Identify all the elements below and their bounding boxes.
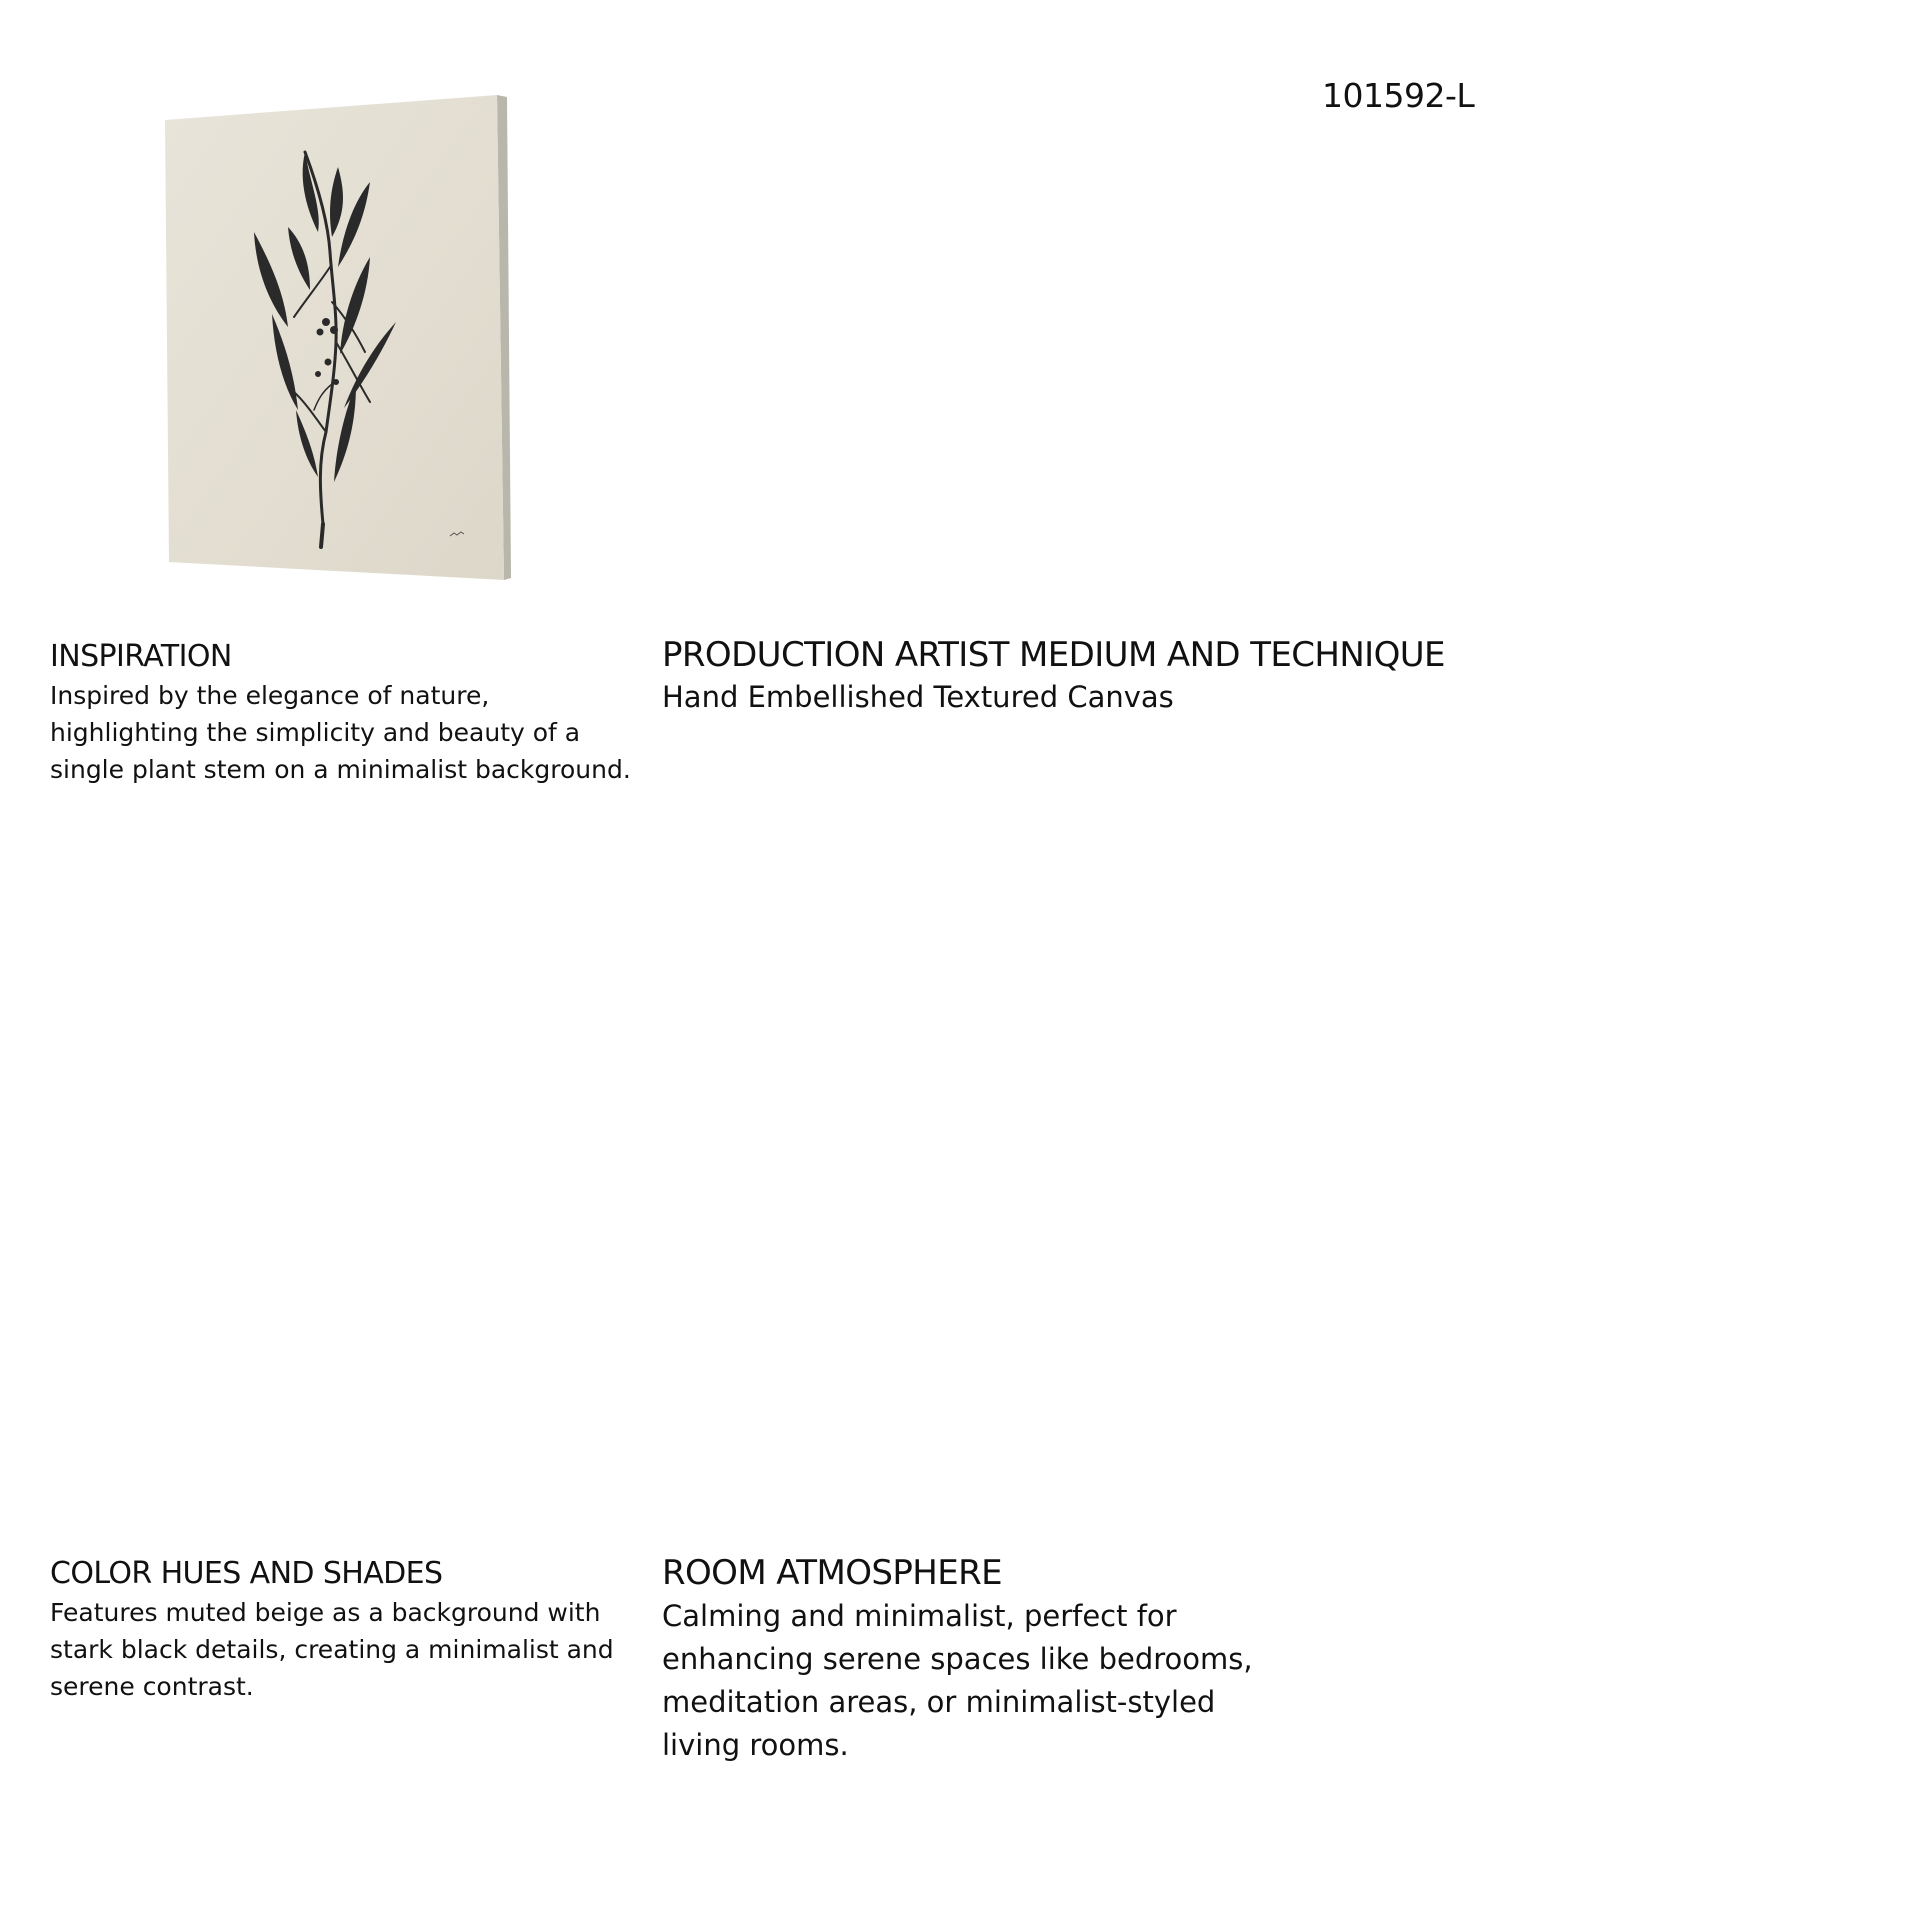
- atmosphere-body: Calming and minimalist, perfect for enhancing serene spaces like bedrooms, meditation areas, or minimalist-styled living rooms.: [662, 1599, 1253, 1762]
- inspiration-section: [50, 639, 640, 788]
- atmosphere-section: [662, 1553, 1262, 1767]
- inspiration-body: Inspired by the elegance of nature, highlighting the simplicity and beauty of a single plant stem on a minimalist background.: [50, 681, 631, 784]
- artwork-image: [160, 92, 520, 582]
- botanical-stem-canvas-icon: [160, 92, 520, 582]
- production-body: Hand Embellished Textured Canvas: [662, 680, 1174, 714]
- color-title: COLOR HUES AND SHADES: [50, 1556, 443, 1591]
- color-section: [50, 1556, 640, 1705]
- production-section: [662, 635, 1562, 717]
- production-title: PRODUCTION ARTIST MEDIUM AND TECHNIQUE: [662, 635, 1445, 675]
- color-body: Features muted beige as a background with stark black details, creating a minimalist and serene contrast.: [50, 1598, 614, 1701]
- atmosphere-title: ROOM ATMOSPHERE: [662, 1553, 1003, 1593]
- inspiration-title: INSPIRATION: [50, 639, 232, 674]
- product-sku: 101592-L: [1322, 76, 1475, 115]
